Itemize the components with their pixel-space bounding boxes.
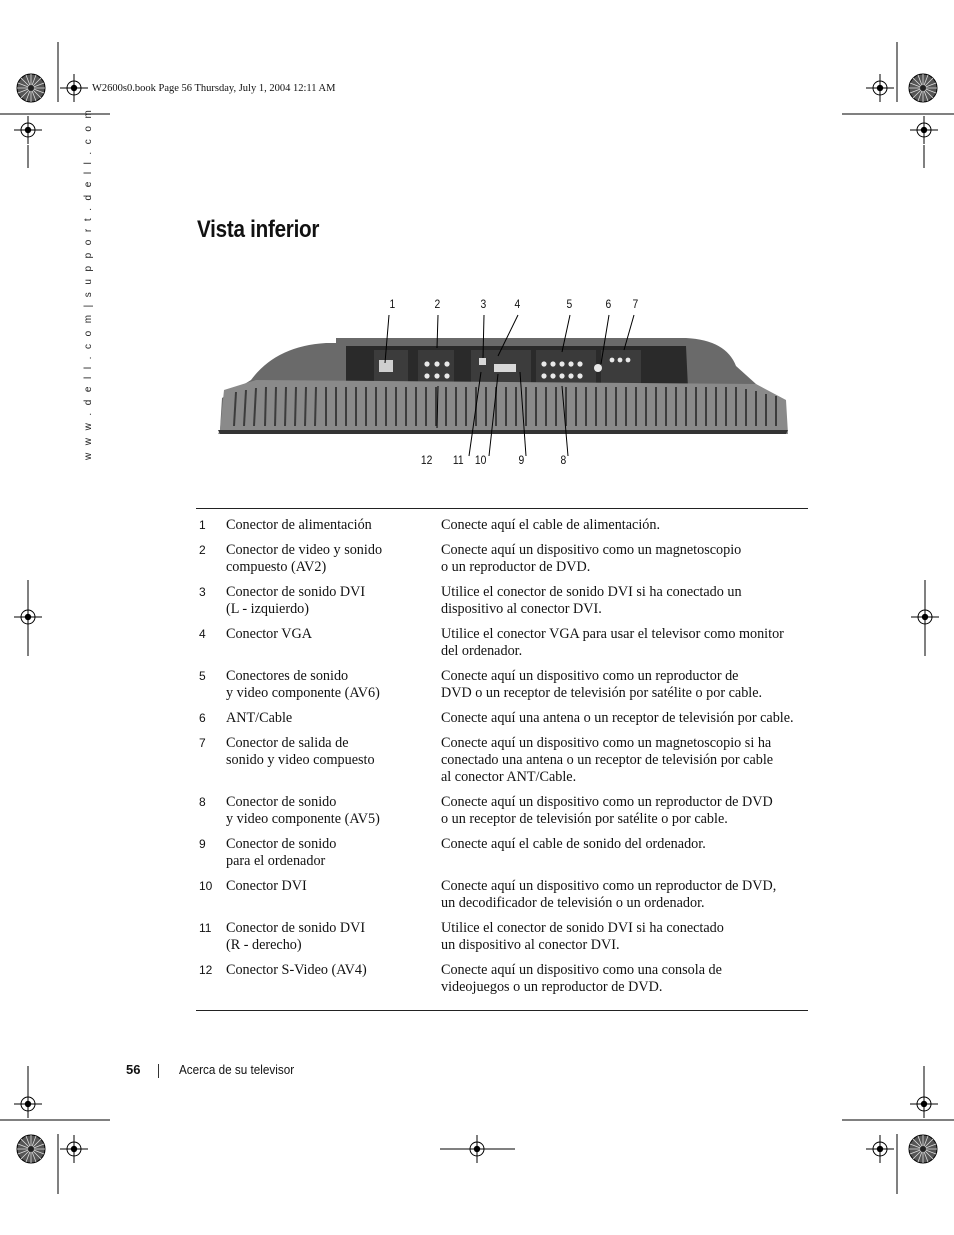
page-title: Vista inferior	[197, 216, 320, 243]
callout-8: 8	[560, 453, 567, 467]
callout-10: 10	[474, 453, 487, 467]
connector-name	[226, 618, 441, 660]
connector-description-line: o un reproductor de DVD.	[441, 559, 591, 575]
connector-name	[226, 786, 441, 828]
connector-description-line: Utilice el conector de sonido DVI si ha conectado	[441, 920, 724, 936]
connector-name	[226, 534, 441, 576]
table-row	[196, 828, 808, 870]
connector-name-line: Conector de sonido	[226, 836, 337, 852]
row-number: 4	[199, 627, 206, 641]
callout-6: 6	[605, 297, 612, 311]
table-row	[196, 954, 808, 1011]
connector-description	[441, 828, 808, 870]
connector-name	[226, 912, 441, 954]
connector-name	[226, 727, 441, 786]
connector-description-line: un dispositivo al conector DVI.	[441, 937, 620, 953]
connector-name-line: Conector de salida de	[226, 735, 349, 751]
table-row	[196, 912, 808, 954]
connector-description	[441, 509, 808, 535]
connector-description-line: Conecte aquí una antena o un receptor de televisión por cable.	[441, 710, 794, 726]
callout-1: 1	[389, 297, 396, 311]
footer-divider	[158, 1064, 159, 1078]
tv-bottom-photo	[196, 288, 808, 468]
table-row	[196, 702, 808, 727]
connector-description	[441, 727, 808, 786]
connector-description	[441, 618, 808, 660]
registration-mark-bottom-left	[0, 1066, 110, 1194]
row-number: 3	[199, 585, 206, 599]
print-header-info: W2600s0.book Page 56 Thursday, July 1, 2004 12:11 AM	[92, 83, 336, 94]
connector-name	[226, 828, 441, 870]
connector-description-line: conectado una antena o un receptor de televisión por cable	[441, 752, 774, 768]
registration-mark-bottom-right	[842, 1066, 954, 1194]
registration-mark-top-right	[842, 42, 954, 168]
callout-11: 11	[452, 453, 464, 467]
connector-description-line: Conecte aquí un dispositivo como un magnetoscopio si ha	[441, 735, 772, 751]
tv-bottom-view-figure	[196, 288, 808, 468]
table-row	[196, 786, 808, 828]
connector-description-line: Conecte aquí un dispositivo como un reproductor de DVD,	[441, 878, 777, 894]
connector-description-line: del ordenador.	[441, 643, 523, 659]
connector-description-line: un decodificador de televisión o un ordenador.	[441, 895, 705, 911]
row-number: 9	[199, 837, 206, 851]
sidebar-url: w w w . d e l l . c o m | s u p p o r t . d e l l . c o m	[83, 107, 94, 460]
row-number: 8	[199, 795, 206, 809]
connector-description	[441, 786, 808, 828]
row-number: 10	[199, 879, 213, 893]
connector-description-line: Conecte aquí el cable de sonido del ordenador.	[441, 836, 706, 852]
row-number: 11	[199, 921, 212, 935]
table-row	[196, 618, 808, 660]
row-number: 1	[199, 518, 206, 532]
row-number: 7	[199, 736, 206, 750]
table-row	[196, 576, 808, 618]
connector-name-line: Conector de alimentación	[226, 517, 372, 533]
connector-description-line: DVD o un receptor de televisión por satélite o por cable.	[441, 685, 763, 701]
row-number: 6	[199, 711, 206, 725]
table-row	[196, 509, 808, 535]
row-number: 12	[199, 963, 213, 977]
connector-name-line: (L - izquierdo)	[226, 601, 309, 617]
connector-description-line: Utilice el conector de sonido DVI si ha conectado un	[441, 584, 742, 600]
connector-name-line: para el ordenador	[226, 853, 326, 869]
connector-description-line: al conector ANT/Cable.	[441, 769, 577, 785]
connector-name-line: y video componente (AV5)	[226, 811, 380, 827]
connector-name	[226, 870, 441, 912]
callout-12: 12	[420, 453, 433, 467]
connector-table	[196, 508, 808, 1011]
connector-name-line: (R - derecho)	[226, 937, 302, 953]
connector-name-line: compuesto (AV2)	[226, 559, 327, 575]
table-row	[196, 660, 808, 702]
connector-name-line: Conector de sonido DVI	[226, 920, 366, 936]
connector-name-line: Conector VGA	[226, 626, 313, 642]
connector-description-line: Conecte aquí un dispositivo como una consola de	[441, 962, 722, 978]
connector-name	[226, 660, 441, 702]
connector-description	[441, 870, 808, 912]
connector-name-line: Conectores de sonido	[226, 668, 349, 684]
connector-description	[441, 660, 808, 702]
connector-name-line: y video componente (AV6)	[226, 685, 380, 701]
connector-name-line: Conector de sonido DVI	[226, 584, 366, 600]
connector-name	[226, 576, 441, 618]
connector-name-line: Conector de sonido	[226, 794, 337, 810]
connector-description	[441, 702, 808, 727]
callout-7: 7	[632, 297, 639, 311]
registration-mark-bottom-center	[440, 1135, 515, 1163]
connector-description-line: dispositivo al conector DVI.	[441, 601, 602, 617]
callout-9: 9	[518, 453, 525, 467]
page-number: 56	[126, 1062, 141, 1077]
connector-name-line: ANT/Cable	[226, 710, 293, 726]
connector-name-line: sonido y video compuesto	[226, 752, 375, 768]
connector-description-line: Conecte aquí el cable de alimentación.	[441, 517, 661, 533]
connector-description-line: o un receptor de televisión por satélite o por cable.	[441, 811, 728, 827]
callout-3: 3	[480, 297, 487, 311]
connector-description	[441, 912, 808, 954]
connector-description-line: Conecte aquí un dispositivo como un reproductor de DVD	[441, 794, 773, 810]
connector-description-line: videojuegos o un reproductor de DVD.	[441, 979, 663, 995]
connector-description-line: Conecte aquí un dispositivo como un magnetoscopio	[441, 542, 742, 558]
row-number: 5	[199, 669, 206, 683]
connector-description	[441, 954, 808, 1011]
callout-5: 5	[566, 297, 573, 311]
connector-name-line: Conector DVI	[226, 878, 307, 894]
connector-name-line: Conector de video y sonido	[226, 542, 383, 558]
connector-name-line: Conector S-Video (AV4)	[226, 962, 367, 978]
connector-description-line: Utilice el conector VGA para usar el televisor como monitor	[441, 626, 784, 642]
footer-section-title: Acerca de su televisor	[179, 1062, 295, 1077]
connector-description	[441, 576, 808, 618]
connector-description	[441, 534, 808, 576]
connector-name	[226, 954, 441, 1011]
callout-4: 4	[514, 297, 521, 311]
callout-2: 2	[434, 297, 441, 311]
connector-name	[226, 702, 441, 727]
table-row	[196, 727, 808, 786]
connector-description-line: Conecte aquí un dispositivo como un reproductor de	[441, 668, 739, 684]
table-row	[196, 870, 808, 912]
connector-name	[226, 509, 441, 535]
row-number: 2	[199, 543, 206, 557]
table-row	[196, 534, 808, 576]
